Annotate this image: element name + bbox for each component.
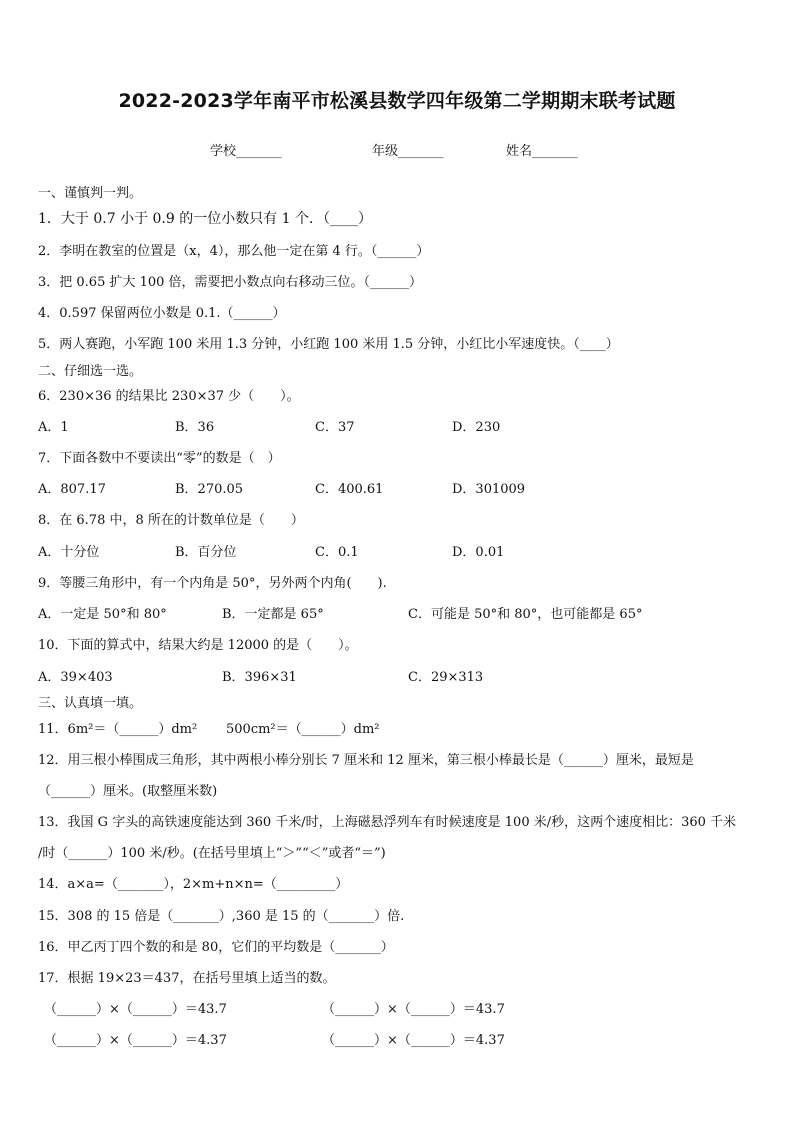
q10-option-b: B．396×31: [222, 670, 297, 685]
q10-option-c: C．29×313: [408, 670, 484, 685]
q17-blank-3: （______）×（______）＝4.37: [44, 1033, 227, 1048]
q7-option-d: D．301009: [452, 482, 526, 497]
q17-blank-4: （______）×（______）＝4.37: [322, 1033, 505, 1048]
grade-field: 年级_______: [372, 144, 444, 159]
question-14: 14．a×a=（_______），2×m+n×n=（_________）: [38, 877, 349, 892]
q9-option-a: A．一定是 50°和 80°: [38, 607, 167, 622]
q8-option-a: A．十分位: [38, 545, 100, 560]
q17-blank-1: （______）×（______）＝43.7: [44, 1002, 227, 1017]
q6-option-c: C．37: [315, 420, 355, 435]
question-6: 6．230×36 的结果比 230×37 少（ ）。: [38, 389, 300, 404]
question-2: 2．李明在教室的位置是（x，4），那么他一定在第 4 行。（______）: [38, 244, 430, 259]
name-field: 姓名_______: [506, 144, 578, 159]
question-11-part-1: 11．6m²＝（______）dm²: [38, 722, 198, 737]
question-4: 4．0.597 保留两位小数是 0.1.（______）: [38, 306, 286, 321]
question-1: 1．大于 0.7 小于 0.9 的一位小数只有 1 个．（____）: [38, 211, 373, 227]
section-2-heading: 二、仔细选一选。: [38, 364, 143, 379]
question-7: 7．下面各数中不要读出“零”的数是（ ）: [38, 451, 281, 466]
q9-option-b: B．一定都是 65°: [222, 607, 324, 622]
q7-option-b: B．270.05: [175, 482, 244, 497]
q10-option-a: A．39×403: [38, 670, 113, 685]
question-12-line-2: （______）厘米。(取整厘米数): [38, 784, 218, 799]
q8-option-c: C．0.1: [315, 545, 359, 560]
question-15: 15．308 的 15 倍是（_______）,360 是 15 的（_______）倍.: [38, 909, 405, 924]
question-11-part-2: 500cm²＝（______）dm²: [226, 722, 380, 737]
question-13-line-1: 13．我国 G 字头的高铁速度能达到 360 千米/时，上海磁悬浮列车有时候速度是 100 米/秒，这两个速度相比：360 千米: [38, 815, 737, 830]
question-3: 3．把 0.65 扩大 100 倍，需要把小数点向右移动三位。（______）: [38, 275, 423, 290]
question-16: 16．甲乙丙丁四个数的和是 80，它们的平均数是（_______）: [38, 940, 394, 955]
question-9: 9．等腰三角形中，有一个内角是 50°，另外两个内角( ).: [38, 576, 387, 591]
q7-option-a: A．807.17: [38, 482, 106, 497]
q6-option-d: D．230: [452, 420, 501, 435]
question-13-line-2: /时（______）100 米/秒。(在括号里填上“＞”“＜”或者“＝”): [38, 846, 386, 861]
school-field: 学校_______: [210, 144, 282, 159]
question-10: 10．下面的算式中，结果大约是 12000 的是（ ）。: [38, 638, 358, 653]
q6-option-a: A．1: [38, 420, 69, 435]
section-3-heading: 三、认真填一填。: [38, 696, 143, 711]
question-12-line-1: 12．用三根小棒围成三角形，其中两根小棒分别长 7 厘米和 12 厘米，第三根小棒最长是（______）厘米，最短是: [38, 753, 694, 768]
q9-option-c: C．可能是 50°和 80°，也可能都是 65°: [408, 607, 643, 622]
question-8: 8．在 6.78 中，8 所在的计数单位是（ ）: [38, 513, 304, 528]
section-1-heading: 一、谨慎判一判。: [38, 186, 143, 201]
q6-option-b: B．36: [175, 420, 215, 435]
q17-blank-2: （______）×（______）＝43.7: [322, 1002, 505, 1017]
q7-option-c: C．400.61: [315, 482, 384, 497]
q8-option-d: D．0.01: [452, 545, 505, 560]
question-17: 17．根据 19×23＝437，在括号里填上适当的数。: [38, 971, 336, 986]
question-5: 5．两人赛跑，小军跑 100 米用 1.3 分钟，小红跑 100 米用 1.5 分钟，小红比小军速度快。（____）: [38, 337, 619, 352]
page-title: 2022-2023学年南平市松溪县数学四年级第二学期期末联考试题: [118, 90, 676, 112]
q8-option-b: B．百分位: [175, 545, 237, 560]
